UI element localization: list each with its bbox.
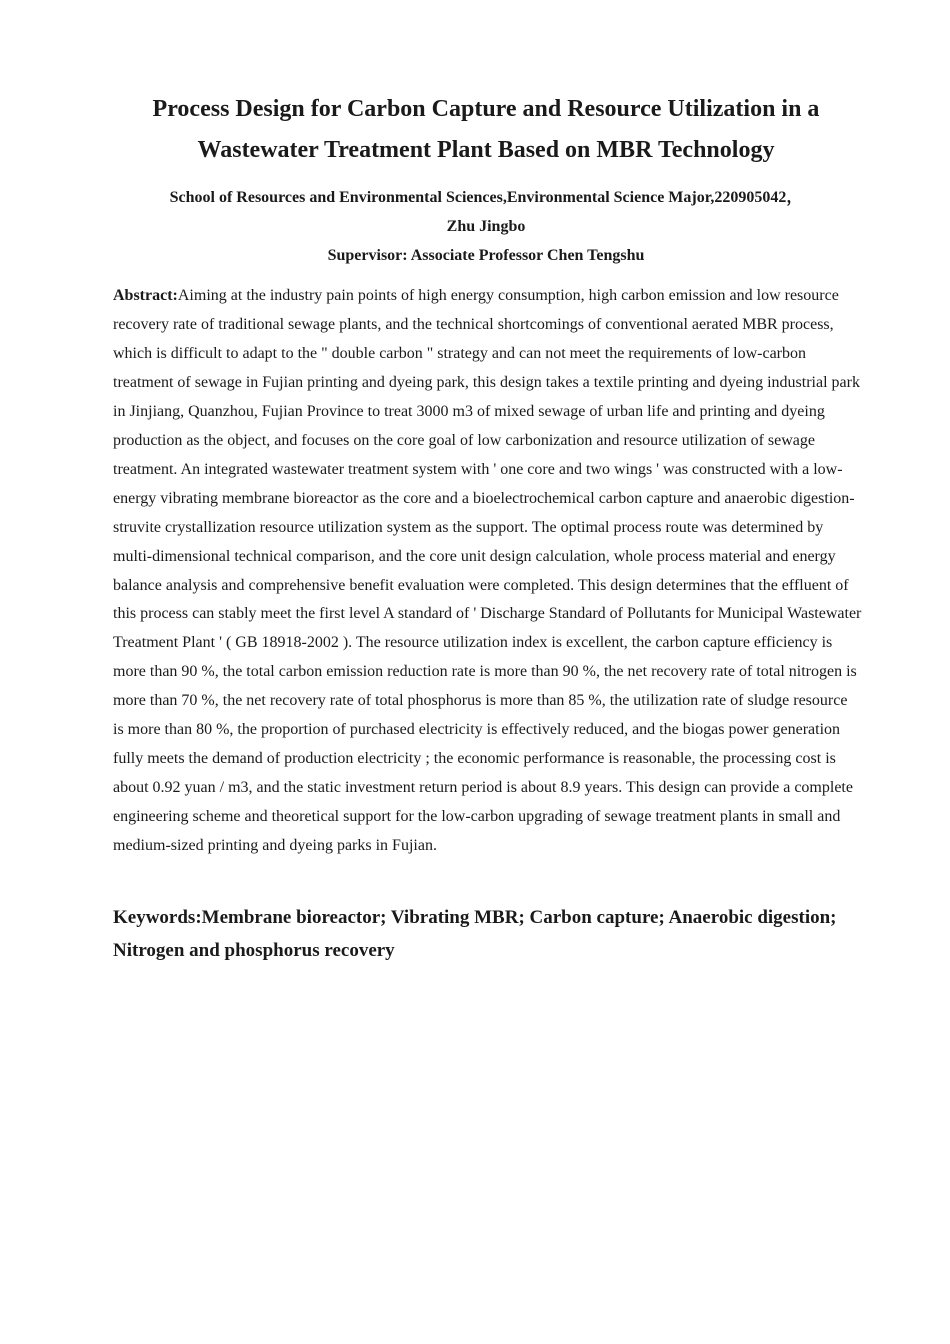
keywords [113, 901, 862, 967]
abstract-text: Aiming at the industry pain points of high energy consumption, high carbon emission and low resource recovery rate of traditional sewage plants, and the technical shortcomings of conventional aerated MBR process, which is difficult to adapt to the " double carbon " strategy and can not meet the requirements of low-carbon treatment of sewage in Fujian printing and dyeing park, this design takes a textile printing and dyeing industrial park in Jinjiang, Quanzhou, Fujian Province to treat 3000 m3 of mixed sewage of urban life and printing and dyeing production as the object, and focuses on the core goal of low carbonization and resource utilization of sewage treatment. An integrated wastewater treatment system with ' one core and two wings ' was constructed with a low-energy vibrating membrane bioreactor as the core and a bioelectrochemical carbon capture and anaerobic digestion- struvite crystallization resource utilization system as the support. The optimal process route was determined by multi-dimensional technical comparison, and the core unit design calculation, whole process material and energy balance analysis and comprehensive benefit evaluation were completed. This design determines that the effluent of this process can stably meet the first level A standard of ' Discharge Standard of Pollutants for Municipal Wastewater Treatment Plant ' ( GB 18918-2002 ). The resource utilization index is excellent, the carbon capture efficiency is more than 90 %, the total carbon emission reduction rate is more than 90 %, the net recovery rate of total nitrogen is more than 70 %, the net recovery rate of total phosphorus is more than 85 %, the utilization rate of sludge resource is more than 80 %, the proportion of purchased electricity is effectively reduced, and the biogas power generation fully meets the demand of production electricity ; the economic performance is reasonable, the processing cost is about 0.92 yuan / m3, and the static investment return period is about 8.9 years. This design can provide a complete engineering scheme and theoretical support for the low-carbon upgrading of sewage treatment plants in small and medium-sized printing and dyeing parks in Fujian. [113, 287, 862, 855]
affiliation: School of Resources and Environmental Sciences,Environmental Science Major,220905042， [169, 189, 803, 206]
author-name: Zhu Jingbo [446, 218, 526, 235]
keywords-text: Membrane bioreactor; Vibrating MBR; Carbon capture; Anaerobic digestion; Nitrogen and phosphorus recovery [113, 907, 837, 961]
keywords-label: Keywords: [113, 907, 202, 928]
abstract-label: Abstract: [113, 287, 178, 304]
title-line-1: Process Design for Carbon Capture and Resource Utilization in a [152, 96, 820, 122]
abstract [113, 282, 862, 861]
title-line-2: Wastewater Treatment Plant Based on MBR Technology [197, 137, 775, 163]
author-block [110, 183, 862, 270]
paper-title [110, 89, 862, 171]
supervisor: Supervisor: Associate Professor Chen Tengshu [327, 247, 645, 264]
